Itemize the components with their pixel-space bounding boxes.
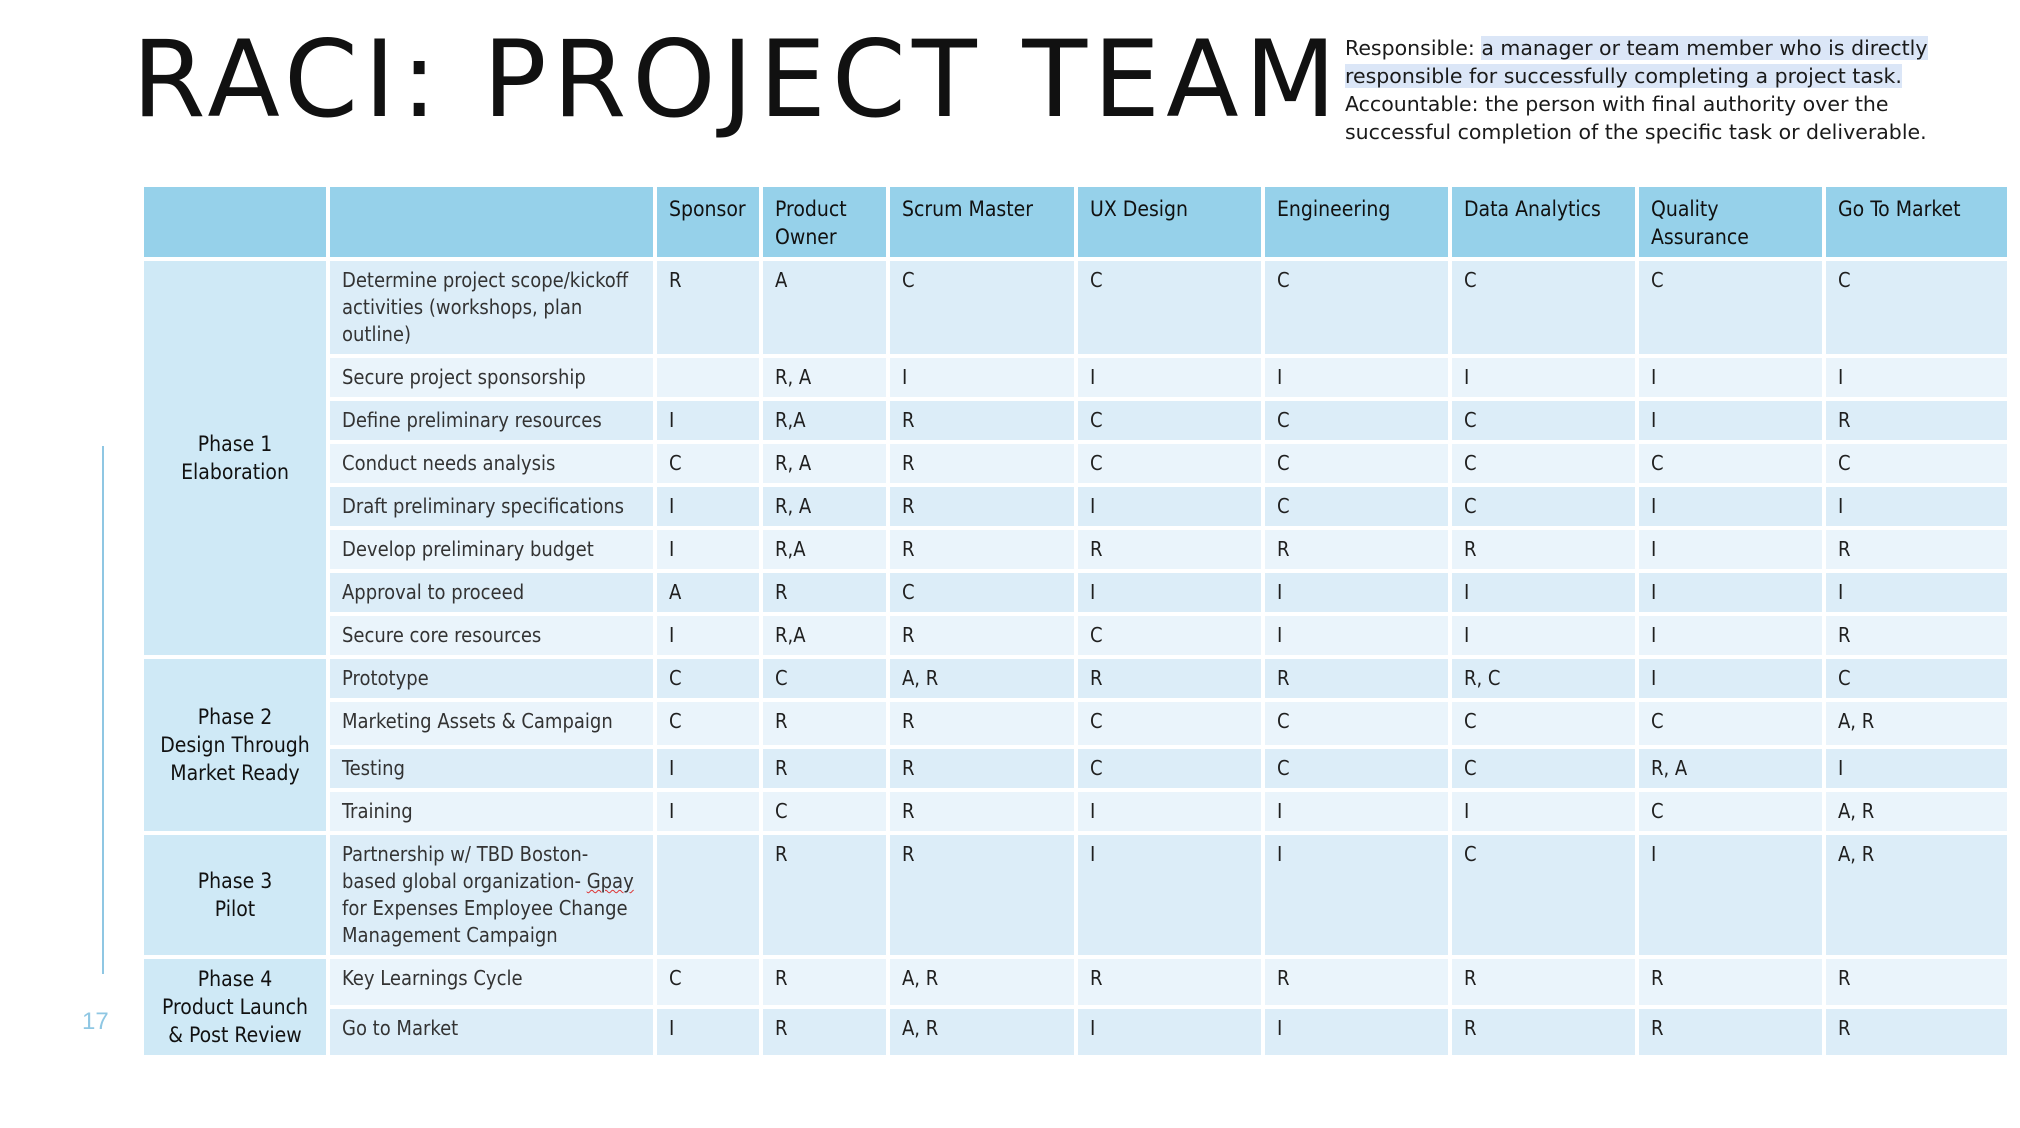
raci-cell-engineering: C	[1263, 747, 1450, 790]
column-header-data-analytics: Data Analytics	[1450, 185, 1637, 259]
raci-cell-data-analytics: R	[1450, 957, 1637, 1007]
raci-cell-scrum-master: I	[888, 356, 1076, 399]
task-cell: Conduct needs analysis	[328, 442, 655, 485]
raci-cell-engineering: I	[1263, 614, 1450, 657]
column-header-sponsor: Sponsor	[655, 185, 761, 259]
raci-cell-engineering: I	[1263, 790, 1450, 833]
table-row	[142, 1007, 2009, 1057]
column-header-product-owner: Product Owner	[761, 185, 888, 259]
raci-cell-engineering: R	[1263, 528, 1450, 571]
table-row	[142, 790, 2009, 833]
task-cell: Secure project sponsorship	[328, 356, 655, 399]
raci-cell-quality-assurance: I	[1637, 356, 1824, 399]
column-header-blank	[328, 185, 655, 259]
raci-cell-data-analytics: I	[1450, 571, 1637, 614]
raci-cell-engineering: I	[1263, 833, 1450, 957]
task-cell: Partnership w/ TBD Boston-based global organization- Gpay for Expenses Employee Change Management Campaign	[328, 833, 655, 957]
raci-cell-go-to-market: A, R	[1824, 700, 2009, 747]
column-header-go-to-market: Go To Market	[1824, 185, 2009, 259]
raci-cell-sponsor: I	[655, 790, 761, 833]
raci-cell-sponsor	[655, 356, 761, 399]
raci-cell-go-to-market: R	[1824, 614, 2009, 657]
column-header-scrum-master: Scrum Master	[888, 185, 1076, 259]
raci-cell-product-owner: R, A	[761, 442, 888, 485]
raci-cell-quality-assurance: I	[1637, 614, 1824, 657]
raci-cell-go-to-market: A, R	[1824, 790, 2009, 833]
raci-cell-quality-assurance: R, A	[1637, 747, 1824, 790]
raci-cell-scrum-master: R	[888, 614, 1076, 657]
raci-cell-scrum-master: R	[888, 790, 1076, 833]
table-row	[142, 528, 2009, 571]
raci-cell-product-owner: R	[761, 747, 888, 790]
raci-cell-data-analytics: C	[1450, 442, 1637, 485]
phase-label: Phase 4 Product Launch & Post Review	[142, 957, 328, 1057]
raci-cell-product-owner: R,A	[761, 528, 888, 571]
raci-cell-ux-design: I	[1076, 571, 1263, 614]
task-cell: Training	[328, 790, 655, 833]
raci-cell-product-owner: R	[761, 1007, 888, 1057]
raci-cell-data-analytics: I	[1450, 356, 1637, 399]
table-row	[142, 657, 2009, 700]
raci-cell-sponsor: I	[655, 528, 761, 571]
task-cell: Marketing Assets & Campaign	[328, 700, 655, 747]
task-cell: Draft preliminary specifications	[328, 485, 655, 528]
raci-cell-quality-assurance: I	[1637, 657, 1824, 700]
raci-cell-quality-assurance: I	[1637, 528, 1824, 571]
raci-cell-engineering: C	[1263, 259, 1450, 356]
table-row	[142, 614, 2009, 657]
task-cell: Define preliminary resources	[328, 399, 655, 442]
column-header-blank	[142, 185, 328, 259]
raci-cell-quality-assurance: I	[1637, 485, 1824, 528]
raci-cell-ux-design: I	[1076, 790, 1263, 833]
raci-cell-quality-assurance: C	[1637, 442, 1824, 485]
table-row	[142, 571, 2009, 614]
page-number: 17	[82, 1008, 109, 1035]
column-header-engineering: Engineering	[1263, 185, 1450, 259]
raci-cell-data-analytics: R, C	[1450, 657, 1637, 700]
table-header	[142, 185, 2009, 259]
raci-cell-sponsor: I	[655, 1007, 761, 1057]
task-cell: Go to Market	[328, 1007, 655, 1057]
raci-cell-sponsor: I	[655, 614, 761, 657]
raci-cell-engineering: R	[1263, 657, 1450, 700]
raci-cell-product-owner: R	[761, 957, 888, 1007]
raci-cell-sponsor: R	[655, 259, 761, 356]
column-header-ux-design: UX Design	[1076, 185, 1263, 259]
raci-cell-ux-design: I	[1076, 833, 1263, 957]
raci-cell-product-owner: C	[761, 790, 888, 833]
task-cell: Testing	[328, 747, 655, 790]
raci-cell-scrum-master: R	[888, 399, 1076, 442]
raci-cell-product-owner: R,A	[761, 399, 888, 442]
page-title: RACI: PROJECT TEAM	[132, 18, 1343, 141]
raci-cell-scrum-master: R	[888, 700, 1076, 747]
raci-cell-ux-design: C	[1076, 442, 1263, 485]
table-row	[142, 442, 2009, 485]
task-cell: Secure core resources	[328, 614, 655, 657]
raci-cell-go-to-market: I	[1824, 747, 2009, 790]
raci-cell-ux-design: I	[1076, 356, 1263, 399]
raci-cell-go-to-market: R	[1824, 528, 2009, 571]
raci-cell-go-to-market: C	[1824, 657, 2009, 700]
legend-accountable-text: the person with final authority over the successful completion of the specific task or deliverable.	[1345, 92, 1927, 144]
raci-cell-ux-design: C	[1076, 700, 1263, 747]
raci-cell-scrum-master: C	[888, 571, 1076, 614]
misspelled-word: Gpay	[586, 869, 634, 893]
raci-cell-ux-design: C	[1076, 399, 1263, 442]
raci-cell-data-analytics: C	[1450, 700, 1637, 747]
raci-cell-data-analytics: C	[1450, 399, 1637, 442]
raci-cell-engineering: R	[1263, 957, 1450, 1007]
table-row	[142, 356, 2009, 399]
raci-cell-sponsor: C	[655, 657, 761, 700]
raci-cell-product-owner: R	[761, 700, 888, 747]
task-cell: Develop preliminary budget	[328, 528, 655, 571]
raci-cell-quality-assurance: C	[1637, 790, 1824, 833]
raci-cell-sponsor: C	[655, 442, 761, 485]
table-row	[142, 259, 2009, 356]
raci-cell-sponsor: C	[655, 700, 761, 747]
task-cell: Prototype	[328, 657, 655, 700]
raci-cell-go-to-market: A, R	[1824, 833, 2009, 957]
phase-label: Phase 3 Pilot	[142, 833, 328, 957]
table-body	[142, 259, 2009, 1057]
legend-accountable	[1345, 90, 1985, 146]
phase-label: Phase 2 Design Through Market Ready	[142, 657, 328, 833]
raci-cell-data-analytics: I	[1450, 790, 1637, 833]
legend-responsible	[1345, 34, 1985, 90]
raci-cell-scrum-master: C	[888, 259, 1076, 356]
raci-cell-ux-design: R	[1076, 657, 1263, 700]
raci-cell-engineering: I	[1263, 1007, 1450, 1057]
raci-cell-data-analytics: C	[1450, 485, 1637, 528]
raci-cell-sponsor: I	[655, 747, 761, 790]
raci-cell-data-analytics: C	[1450, 833, 1637, 957]
raci-cell-quality-assurance: I	[1637, 399, 1824, 442]
raci-cell-product-owner: R	[761, 833, 888, 957]
raci-cell-data-analytics: R	[1450, 1007, 1637, 1057]
raci-cell-product-owner: R, A	[761, 485, 888, 528]
raci-cell-go-to-market: C	[1824, 259, 2009, 356]
table-row	[142, 399, 2009, 442]
raci-cell-scrum-master: R	[888, 442, 1076, 485]
raci-cell-data-analytics: R	[1450, 528, 1637, 571]
raci-cell-scrum-master: A, R	[888, 1007, 1076, 1057]
raci-cell-sponsor: I	[655, 485, 761, 528]
raci-cell-scrum-master: R	[888, 833, 1076, 957]
table-row	[142, 747, 2009, 790]
raci-cell-go-to-market: R	[1824, 399, 2009, 442]
legend-responsible-text: a manager or team member who is directly responsible for successfully completing a project task.	[1345, 36, 1928, 88]
raci-cell-quality-assurance: I	[1637, 833, 1824, 957]
raci-cell-quality-assurance: C	[1637, 259, 1824, 356]
header-row	[142, 185, 2009, 259]
raci-cell-sponsor: I	[655, 399, 761, 442]
table-row	[142, 957, 2009, 1007]
raci-cell-product-owner: A	[761, 259, 888, 356]
raci-cell-ux-design: C	[1076, 747, 1263, 790]
raci-cell-scrum-master: R	[888, 485, 1076, 528]
raci-cell-product-owner: R,A	[761, 614, 888, 657]
raci-cell-ux-design: C	[1076, 259, 1263, 356]
raci-cell-quality-assurance: C	[1637, 700, 1824, 747]
raci-cell-engineering: C	[1263, 700, 1450, 747]
raci-cell-go-to-market: I	[1824, 356, 2009, 399]
raci-cell-quality-assurance: R	[1637, 1007, 1824, 1057]
phase-label: Phase 1 Elaboration	[142, 259, 328, 657]
table-row	[142, 700, 2009, 747]
raci-cell-scrum-master: A, R	[888, 657, 1076, 700]
raci-cell-data-analytics: C	[1450, 259, 1637, 356]
raci-cell-ux-design: I	[1076, 485, 1263, 528]
raci-cell-ux-design: R	[1076, 957, 1263, 1007]
sidebar-divider	[102, 446, 104, 974]
raci-cell-product-owner: R	[761, 571, 888, 614]
task-cell: Approval to proceed	[328, 571, 655, 614]
raci-cell-ux-design: C	[1076, 614, 1263, 657]
raci-legend	[1345, 34, 1985, 146]
raci-cell-sponsor: A	[655, 571, 761, 614]
table-row	[142, 833, 2009, 957]
raci-cell-engineering: I	[1263, 571, 1450, 614]
raci-cell-go-to-market: R	[1824, 1007, 2009, 1057]
raci-cell-product-owner: R, A	[761, 356, 888, 399]
legend-responsible-label: Responsible:	[1345, 36, 1475, 60]
column-header-quality-assurance: Quality Assurance	[1637, 185, 1824, 259]
raci-cell-engineering: C	[1263, 485, 1450, 528]
raci-cell-product-owner: C	[761, 657, 888, 700]
raci-cell-scrum-master: A, R	[888, 957, 1076, 1007]
raci-cell-engineering: I	[1263, 356, 1450, 399]
raci-cell-quality-assurance: R	[1637, 957, 1824, 1007]
task-cell: Determine project scope/kickoff activities (workshops, plan outline)	[328, 259, 655, 356]
table-row	[142, 485, 2009, 528]
raci-cell-scrum-master: R	[888, 528, 1076, 571]
raci-cell-data-analytics: C	[1450, 747, 1637, 790]
raci-cell-ux-design: R	[1076, 528, 1263, 571]
raci-cell-sponsor: C	[655, 957, 761, 1007]
legend-accountable-label: Accountable:	[1345, 92, 1479, 116]
raci-cell-go-to-market: C	[1824, 442, 2009, 485]
raci-cell-scrum-master: R	[888, 747, 1076, 790]
raci-cell-engineering: C	[1263, 442, 1450, 485]
raci-cell-go-to-market: R	[1824, 957, 2009, 1007]
raci-table	[140, 183, 2011, 1059]
raci-cell-quality-assurance: I	[1637, 571, 1824, 614]
raci-cell-sponsor	[655, 833, 761, 957]
raci-cell-go-to-market: I	[1824, 571, 2009, 614]
raci-cell-ux-design: I	[1076, 1007, 1263, 1057]
raci-cell-engineering: C	[1263, 399, 1450, 442]
raci-cell-data-analytics: I	[1450, 614, 1637, 657]
raci-cell-go-to-market: I	[1824, 485, 2009, 528]
task-cell: Key Learnings Cycle	[328, 957, 655, 1007]
